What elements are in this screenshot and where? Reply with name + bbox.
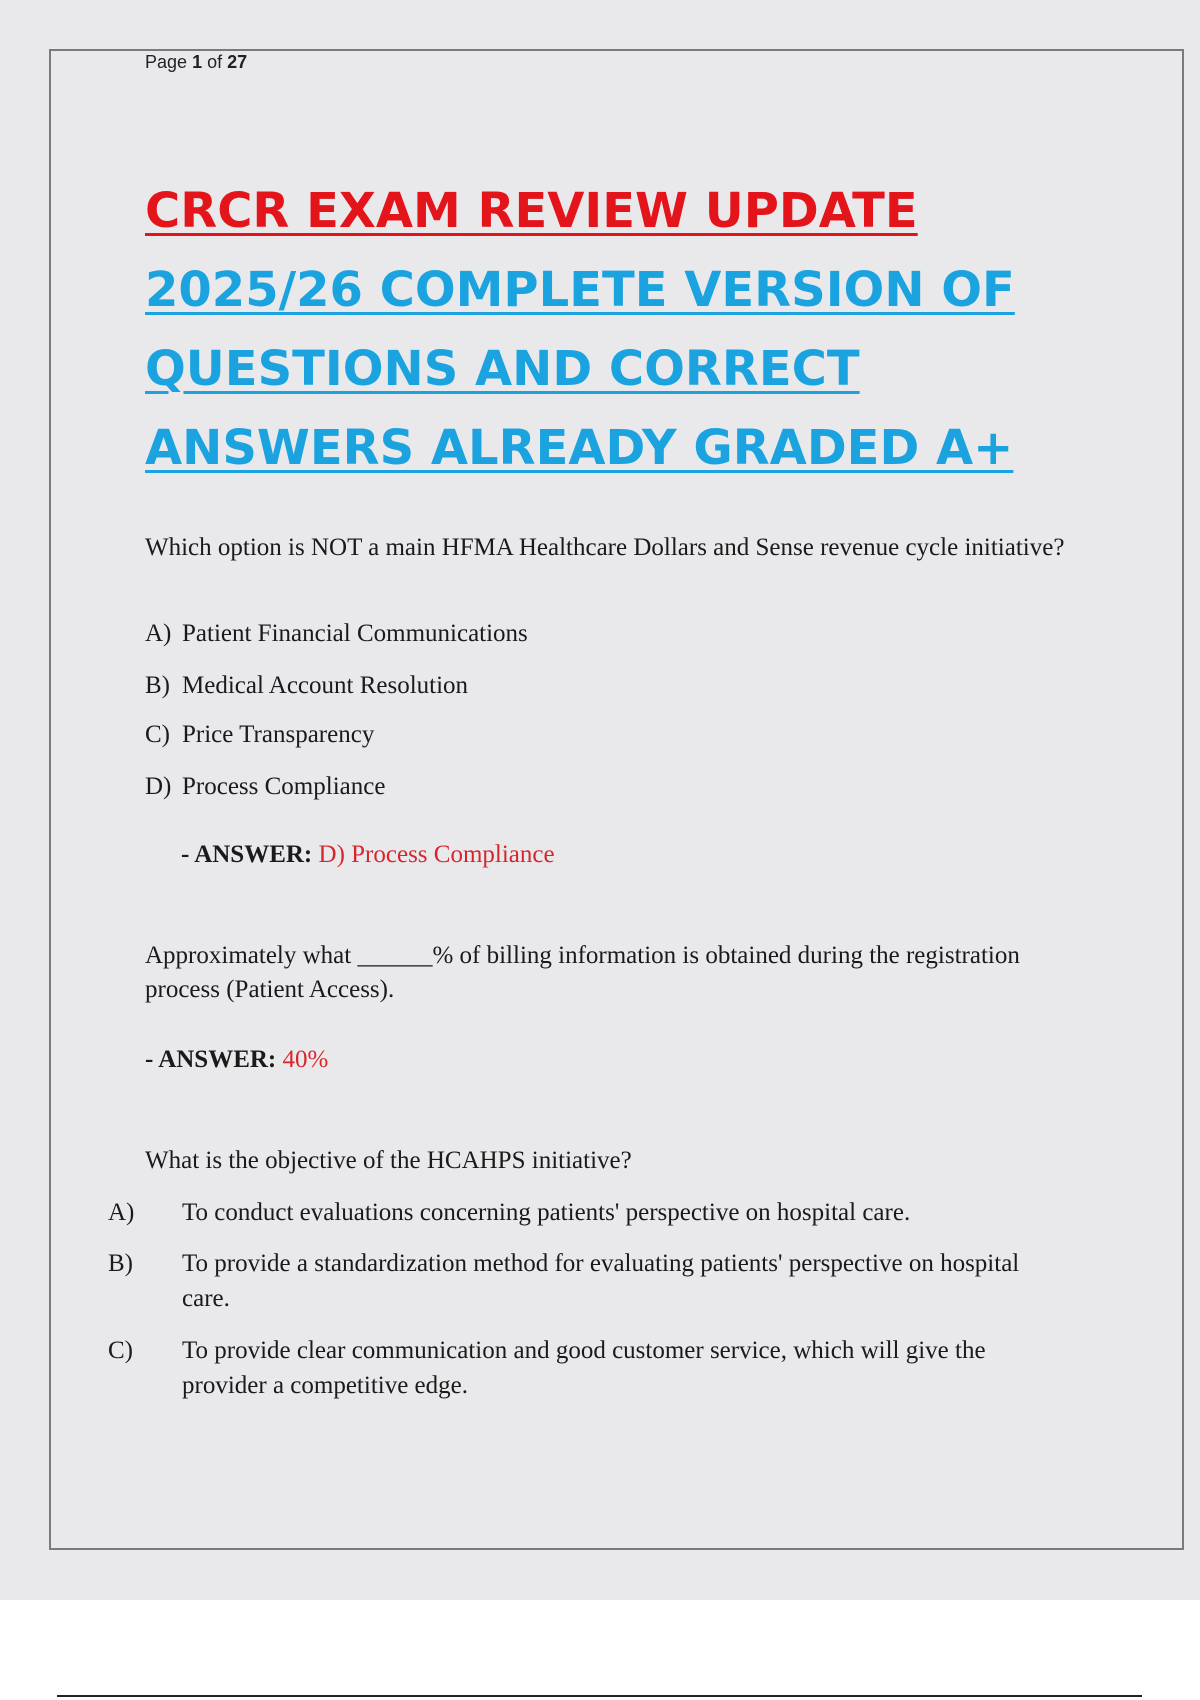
current-page: 1 [192, 52, 203, 72]
document-title [145, 172, 1105, 488]
title-line-4: ANSWERS ALREADY GRADED A+ [145, 420, 1014, 476]
bottom-divider [57, 1695, 1142, 1697]
title-line-3: QUESTIONS AND CORRECT [145, 341, 860, 397]
question-1-option-c: C) Price Transparency [145, 721, 375, 748]
total-pages: 27 [227, 52, 248, 72]
title-line-1: CRCR EXAM REVIEW UPDATE [145, 183, 918, 239]
question-1-text: Which option is NOT a main HFMA Healthcare Dollars and Sense revenue cycle initiative? [145, 534, 1065, 561]
question-1-answer: - ANSWER: D) Process Compliance [181, 841, 555, 868]
question-1-option-d: D) Process Compliance [145, 773, 386, 800]
question-2-answer: - ANSWER: 40% [145, 1046, 329, 1073]
question-3-option-c: C) To provide clear communication and good customer service, which will give the provider a competitive edge. [108, 1337, 986, 1399]
question-1-option-a: A) Patient Financial Communications [145, 620, 528, 647]
question-1-option-b: B) Medical Account Resolution [145, 672, 469, 699]
question-3-option-b: B) To provide a standardization method for evaluating patients' perspective on hospital care. [108, 1250, 1020, 1312]
page-indicator: Page 1 of 27 [145, 52, 248, 72]
title-line-2: 2025/26 COMPLETE VERSION OF [145, 262, 1015, 318]
question-2-text: Approximately what ______% of billing information is obtained during the registration process (Patient Access). [145, 942, 1020, 1003]
question-3-option-a: A) To conduct evaluations concerning patients' perspective on hospital care. [108, 1199, 911, 1226]
question-3-text: What is the objective of the HCAHPS initiative? [145, 1147, 632, 1174]
